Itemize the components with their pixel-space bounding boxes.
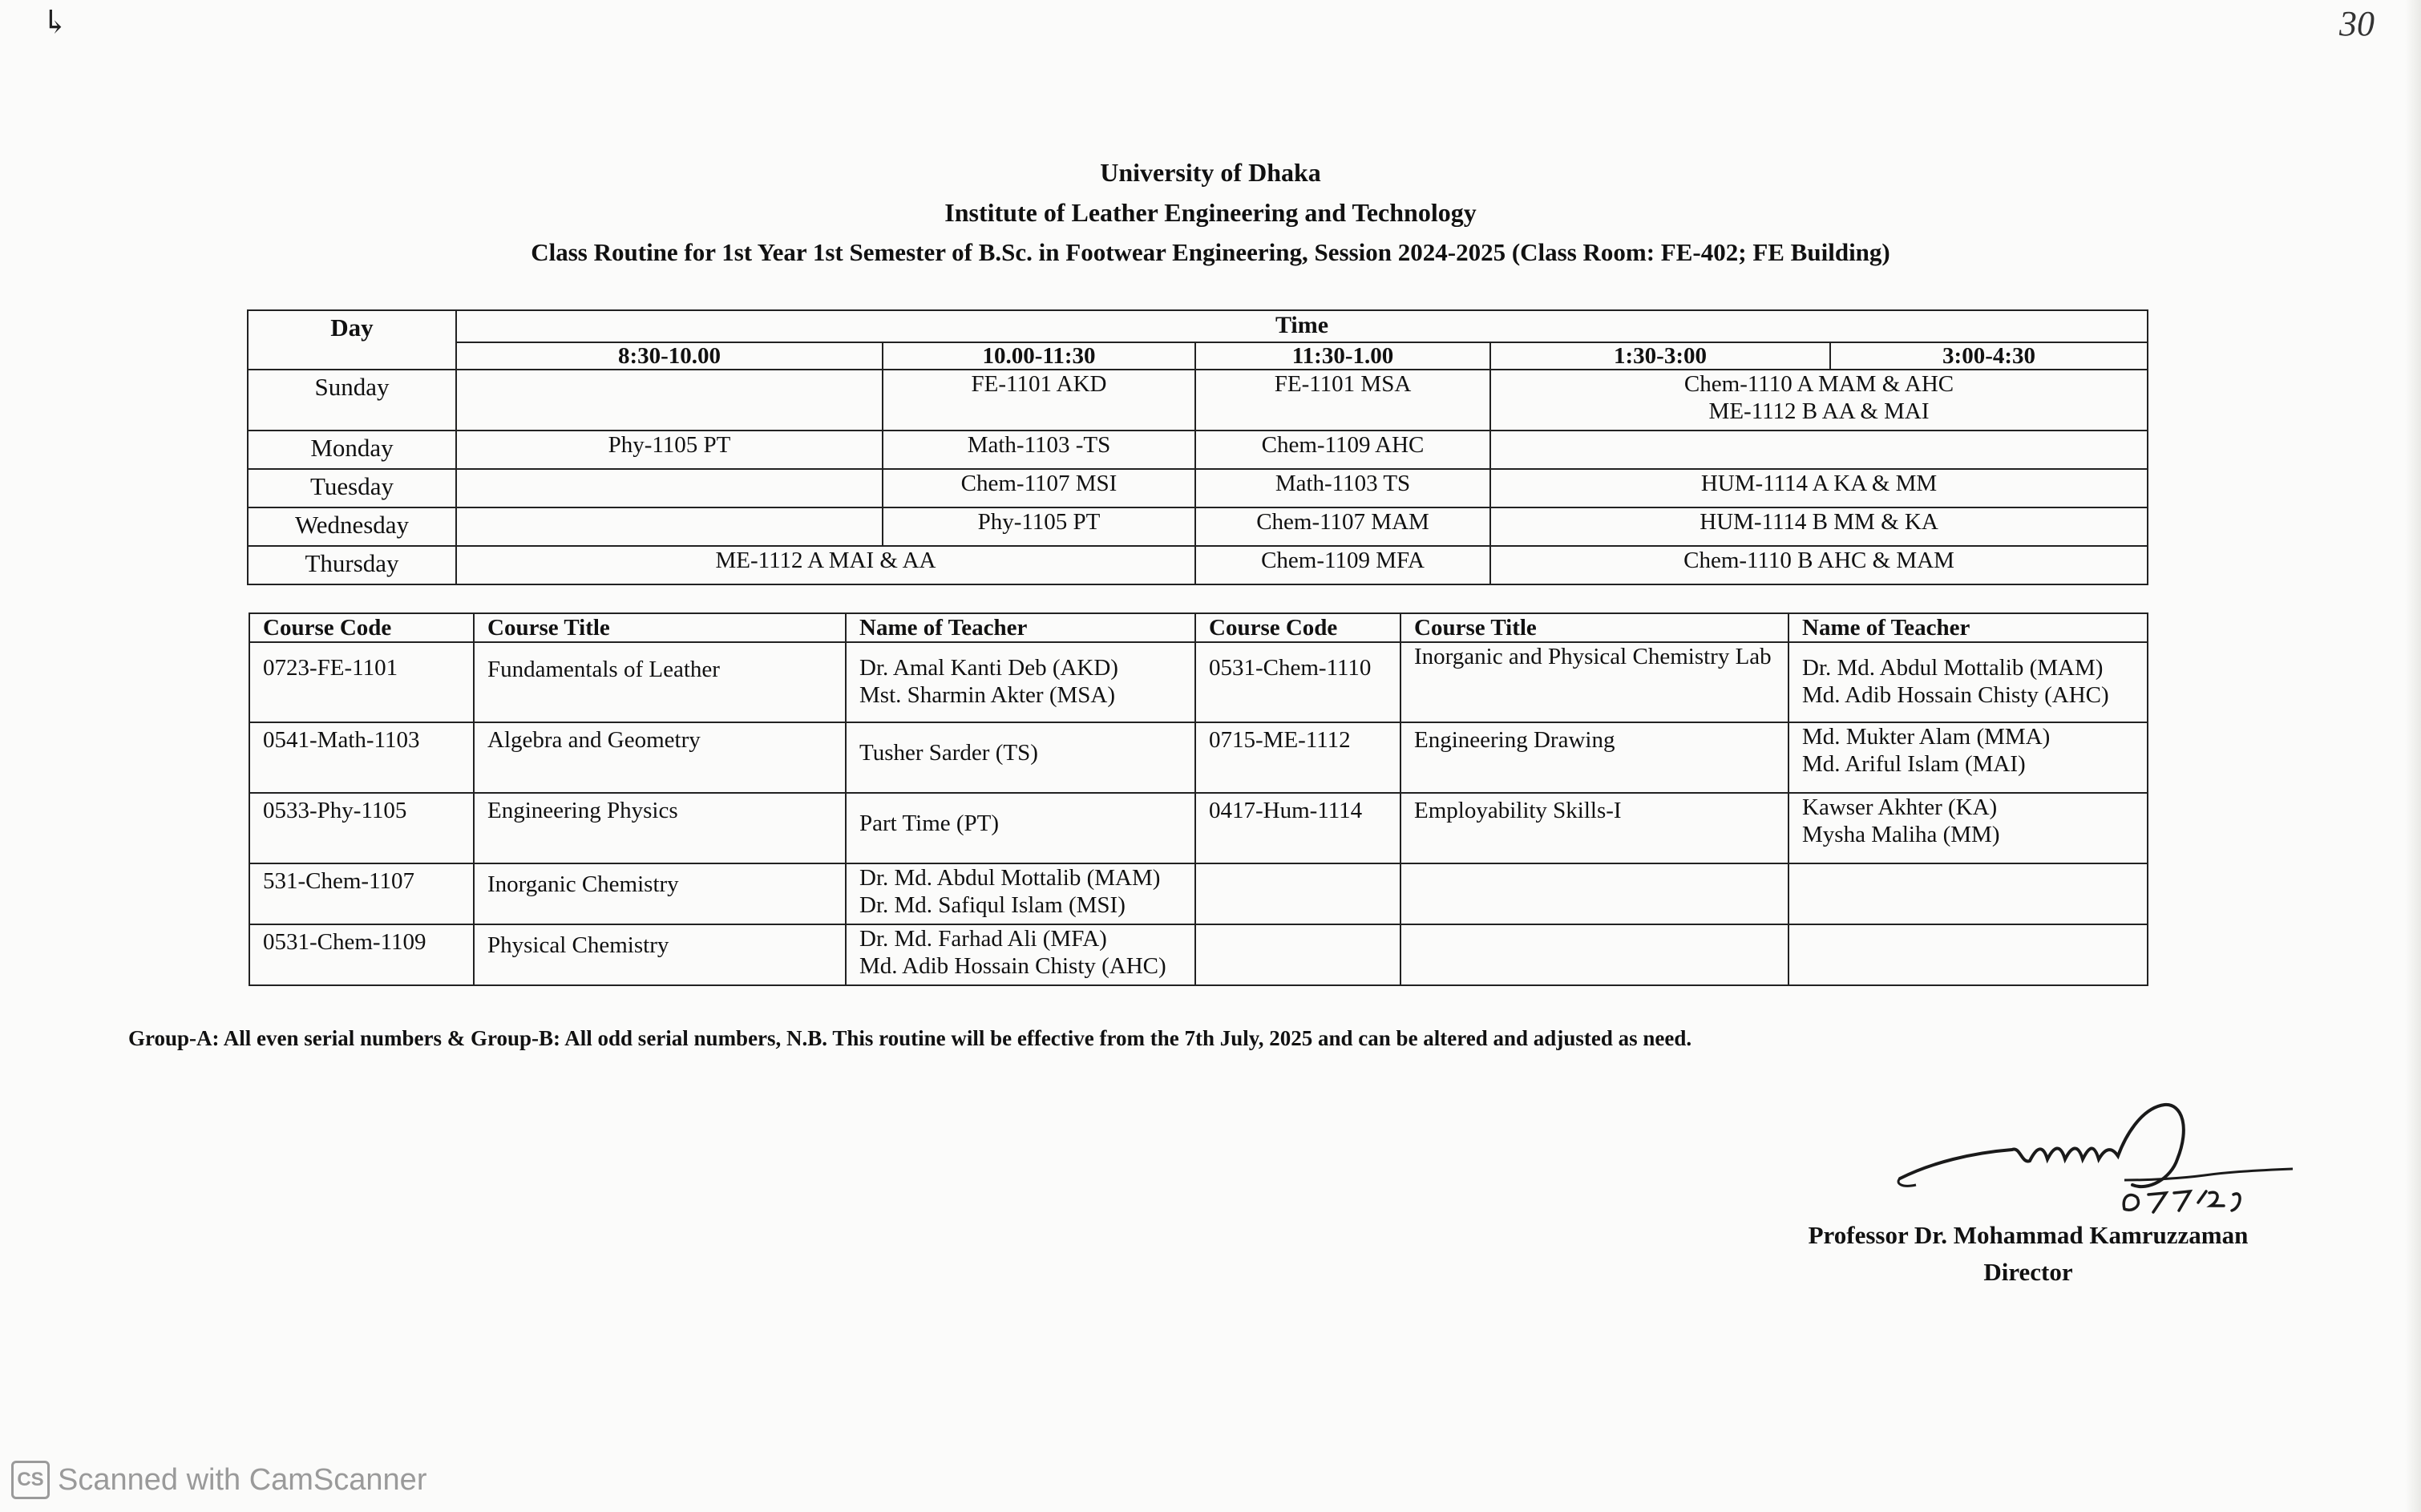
teacher-name: Dr. Md. Farhad Ali (MFA) xyxy=(859,926,1107,952)
routine-row-sunday xyxy=(248,370,2148,431)
course-title: Fundamentals of Leather xyxy=(474,642,846,722)
teacher-cell xyxy=(846,722,1195,793)
day-cell: Tuesday xyxy=(248,469,456,507)
course-title: Engineering Drawing xyxy=(1400,722,1788,793)
group-note: Group-A: All even serial numbers & Group-B: All odd serial numbers, N.B. This routine will be effective from the 7th July, 2025 and can be altered and adjusted as need. xyxy=(128,1026,1692,1050)
routine-cell-line: ME-1112 B AA & MAI xyxy=(1708,398,1930,424)
course-code: 0533-Phy-1105 xyxy=(249,793,474,863)
teacher-cell xyxy=(1788,863,2148,924)
teacher-name: Md. Ariful Islam (MAI) xyxy=(1802,751,2026,777)
column-header: Course Code xyxy=(1195,613,1400,642)
routine-cell: Chem-1109 AHC xyxy=(1195,431,1490,469)
course-title xyxy=(1400,863,1788,924)
day-cell: Thursday xyxy=(248,546,456,584)
scanner-watermark xyxy=(11,1461,426,1499)
university-name: University of Dhaka xyxy=(1100,158,1321,187)
course-title: Engineering Physics xyxy=(474,793,846,863)
teacher-cell xyxy=(1788,924,2148,985)
routine-row-monday xyxy=(248,431,2148,469)
course-code: 531-Chem-1107 xyxy=(249,863,474,924)
routine-cell: Math-1103 -TS xyxy=(883,431,1195,469)
page-number-mark: 30 xyxy=(2339,4,2375,43)
routine-cell: FE-1101 AKD xyxy=(883,370,1195,431)
teacher-cell xyxy=(846,863,1195,924)
routine-cell: FE-1101 MSA xyxy=(1195,370,1490,431)
course-teacher-table xyxy=(249,612,2148,986)
routine-cell xyxy=(456,469,883,507)
teacher-cell xyxy=(846,642,1195,722)
teacher-name: Dr. Md. Safiqul Islam (MSI) xyxy=(859,892,1126,918)
column-header: Course Title xyxy=(474,613,846,642)
course-header-row xyxy=(249,613,2148,642)
time-header: Time xyxy=(456,310,2148,342)
routine-cell xyxy=(456,507,883,546)
routine-cell: Chem-1107 MSI xyxy=(883,469,1195,507)
course-title: Physical Chemistry xyxy=(474,924,846,985)
day-cell: Monday xyxy=(248,431,456,469)
signatory-block xyxy=(1772,1217,2285,1291)
routine-row-wednesday xyxy=(248,507,2148,546)
teacher-name: Md. Mukter Alam (MMA) xyxy=(1802,724,2051,750)
course-row xyxy=(249,924,2148,985)
routine-cell: Phy-1105 PT xyxy=(883,507,1195,546)
course-title: Inorganic and Physical Chemistry Lab xyxy=(1400,642,1788,722)
routine-cell: Phy-1105 PT xyxy=(456,431,883,469)
course-row xyxy=(249,793,2148,863)
routine-cell-merged: HUM-1114 A KA & MM xyxy=(1490,469,2148,507)
course-row xyxy=(249,642,2148,722)
day-cell: Sunday xyxy=(248,370,456,431)
watermark-text: Scanned with CamScanner xyxy=(58,1462,427,1497)
teacher-name: Mysha Maliha (MM) xyxy=(1802,822,2000,847)
routine-cell xyxy=(456,370,883,431)
routine-cell-merged: Chem-1110 B AHC & MAM xyxy=(1490,546,2148,584)
course-code: 0715-ME-1112 xyxy=(1195,722,1400,793)
course-code xyxy=(1195,924,1400,985)
teacher-name: Dr. Md. Abdul Mottalib (MAM) xyxy=(1802,655,2104,681)
course-code: 0531-Chem-1110 xyxy=(1195,642,1400,722)
signatory-designation: Director xyxy=(1983,1258,2073,1286)
teacher-name: Mst. Sharmin Akter (MSA) xyxy=(859,682,1115,708)
course-title: Algebra and Geometry xyxy=(474,722,846,793)
time-slot-header: 3:00-4:30 xyxy=(1830,342,2148,370)
routine-row-thursday xyxy=(248,546,2148,584)
course-code xyxy=(1195,863,1400,924)
day-cell: Wednesday xyxy=(248,507,456,546)
director-signature xyxy=(1884,1090,2301,1219)
routine-cell: Chem-1109 MFA xyxy=(1195,546,1490,584)
column-header: Course Title xyxy=(1400,613,1788,642)
teacher-cell xyxy=(1788,642,2148,722)
routine-cell-merged: HUM-1114 B MM & KA xyxy=(1490,507,2148,546)
signatory-name: Professor Dr. Mohammad Kamruzzaman xyxy=(1808,1221,2249,1249)
routine-row-tuesday xyxy=(248,469,2148,507)
routine-cell-merged xyxy=(1490,370,2148,431)
class-routine-table xyxy=(247,309,2148,585)
course-row xyxy=(249,722,2148,793)
column-header: Course Code xyxy=(249,613,474,642)
teacher-cell xyxy=(846,924,1195,985)
course-row xyxy=(249,863,2148,924)
routine-cell-merged xyxy=(1490,431,2148,469)
teacher-cell xyxy=(1788,793,2148,863)
course-title xyxy=(1400,924,1788,985)
course-code: 0541-Math-1103 xyxy=(249,722,474,793)
teacher-name: Md. Adib Hossain Chisty (AHC) xyxy=(859,953,1166,979)
institute-name: Institute of Leather Engineering and Technology xyxy=(944,198,1477,227)
time-slot-header: 10.00-11:30 xyxy=(883,342,1195,370)
course-code: 0723-FE-1101 xyxy=(249,642,474,722)
camscanner-logo-icon: CS xyxy=(11,1461,50,1499)
corner-mark: ↳ xyxy=(42,4,69,40)
course-title: Employability Skills-I xyxy=(1400,793,1788,863)
teacher-name: Part Time (PT) xyxy=(859,811,1000,836)
document-header xyxy=(0,152,2421,273)
time-slot-header: 8:30-10.00 xyxy=(456,342,883,370)
time-slot-header: 1:30-3:00 xyxy=(1490,342,1830,370)
course-title: Inorganic Chemistry xyxy=(474,863,846,924)
teacher-name: Tusher Sarder (TS) xyxy=(859,740,1038,766)
teacher-name: Dr. Md. Abdul Mottalib (MAM) xyxy=(859,865,1161,891)
teacher-cell xyxy=(846,793,1195,863)
teacher-name: Dr. Amal Kanti Deb (AKD) xyxy=(859,655,1118,681)
day-header: Day xyxy=(248,310,456,370)
column-header: Name of Teacher xyxy=(846,613,1195,642)
routine-cell: Chem-1107 MAM xyxy=(1195,507,1490,546)
column-header: Name of Teacher xyxy=(1788,613,2148,642)
course-code: 0531-Chem-1109 xyxy=(249,924,474,985)
routine-cell-line: Chem-1110 A MAM & AHC xyxy=(1683,371,1954,397)
routine-cell: Math-1103 TS xyxy=(1195,469,1490,507)
routine-title: Class Routine for 1st Year 1st Semester of B.Sc. in Footwear Engineering, Session 2024-2025 (Class Room: FE-402; FE Building) xyxy=(531,238,1890,266)
course-code: 0417-Hum-1114 xyxy=(1195,793,1400,863)
teacher-name: Kawser Akhter (KA) xyxy=(1802,794,1998,820)
routine-cell-merged: ME-1112 A MAI & AA xyxy=(456,546,1195,584)
teacher-cell xyxy=(1788,722,2148,793)
teacher-name: Md. Adib Hossain Chisty (AHC) xyxy=(1802,682,2109,708)
time-slot-header: 11:30-1.00 xyxy=(1195,342,1490,370)
